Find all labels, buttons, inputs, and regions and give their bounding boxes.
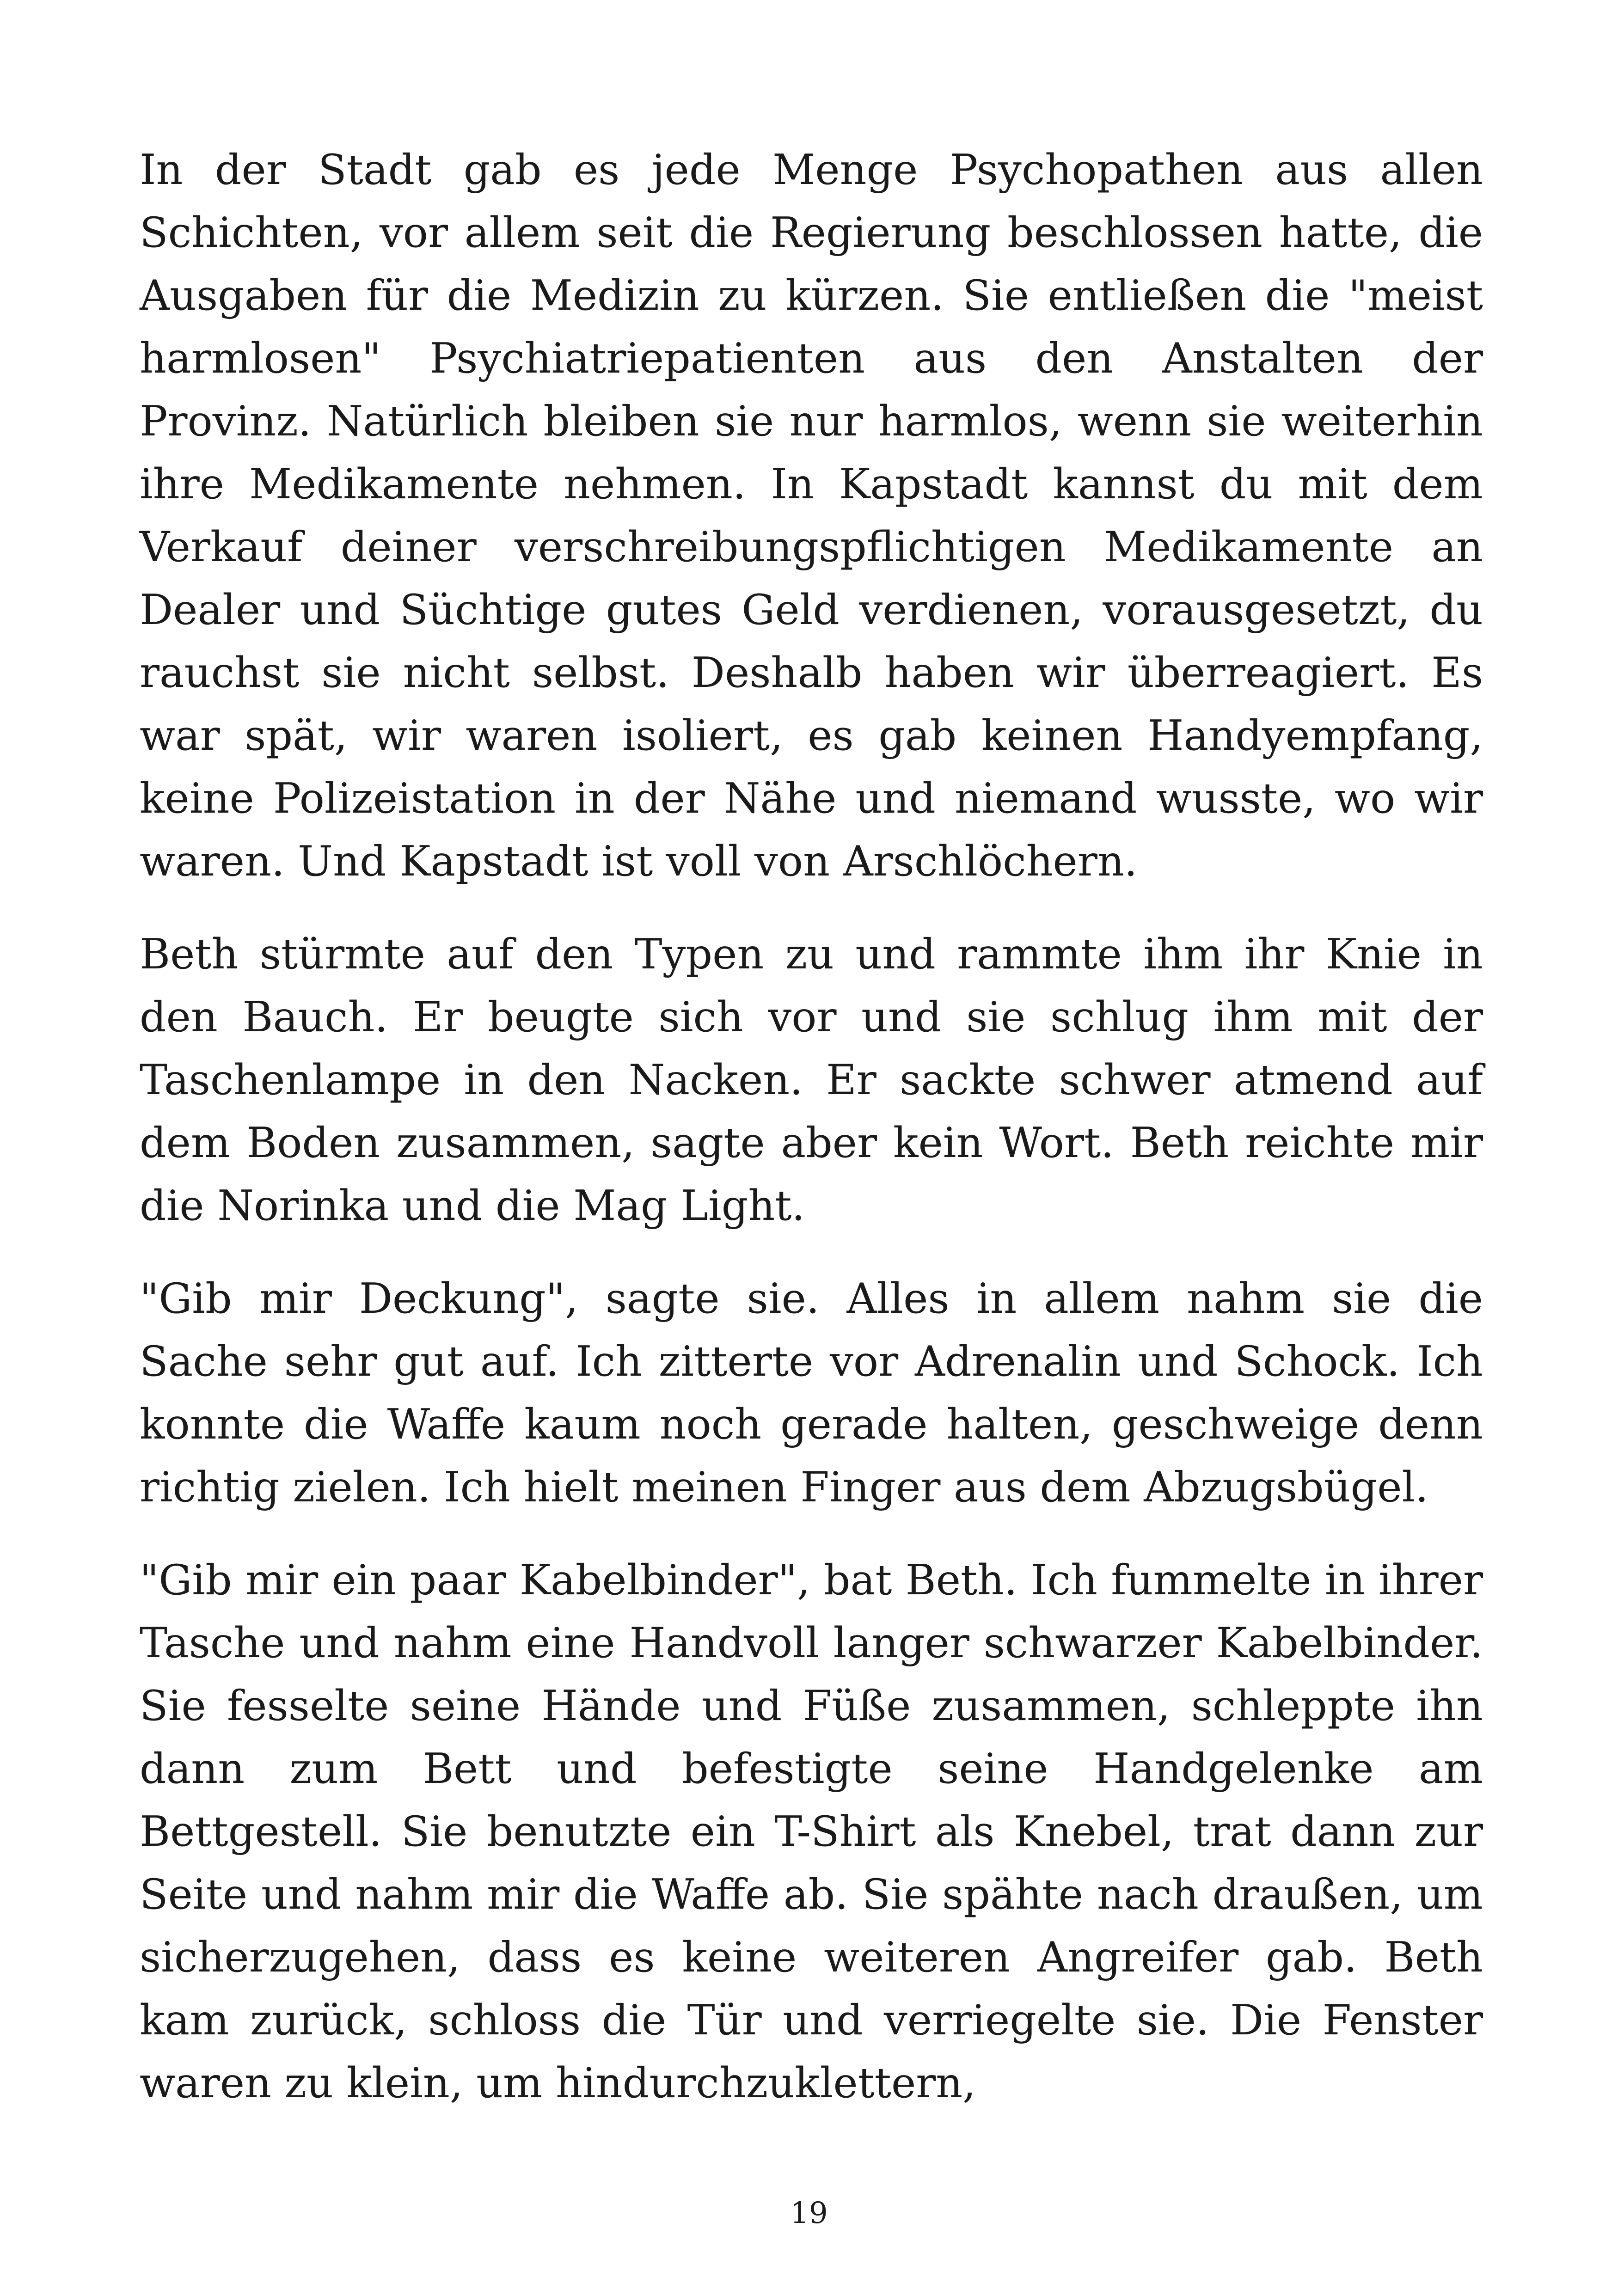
paragraph-1: In der Stadt gab es jede Menge Psychopathen aus allen Schichten, vor allem seit die Regierung beschlossen hatte, die Ausgaben für die Medizin zu kürzen. Sie entließen die "meist harmlosen" Psychiatriepatienten aus den Anstalten der Provinz. Natürlich bleiben sie nur harmlos, wenn sie weiterhin ihre Medikamente nehmen. In Kapstadt kannst du mit dem Verkauf deiner verschreibungspflichtigen Medikamente an Dealer und Süchtige gutes Geld verdienen, vorausgesetzt, du rauchst sie nicht selbst. Deshalb haben wir überreagiert. Es war spät, wir waren isoliert, es gab keinen Handyempfang, keine Polizeistation in der Nähe und niemand wusste, wo wir waren. Und Kapstadt ist voll von Arschlöchern. <box>140 146 1483 886</box>
paragraph-2: Beth stürmte auf den Typen zu und rammte ihm ihr Knie in den Bauch. Er beugte sich vor und sie schlug ihm mit der Taschenlampe in den Nacken. Er sackte schwer atmend auf dem Boden zusammen, sagte aber kein Wort. Beth reichte mir die Norinka und die Mag Light. <box>140 930 1483 1230</box>
page-number: 19 <box>790 2196 828 2230</box>
paragraph-3: "Gib mir Deckung", sagte sie. Alles in allem nahm sie die Sache sehr gut auf. Ich zitterte vor Adrenalin und Schock. Ich konnte die Waffe kaum noch gerade halten, geschweige denn richtig zielen. Ich hielt meinen Finger aus dem Abzugsbügel. <box>140 1274 1483 1512</box>
page-body <box>140 139 1483 2145</box>
paragraph-4: "Gib mir ein paar Kabelbinder", bat Beth. Ich fummelte in ihrer Tasche und nahm eine Handvoll langer schwarzer Kabelbinder. Sie fesselte seine Hände und Füße zusammen, schleppte ihn dann zum Bett und befestigte seine Handgelenke am Bettgestell. Sie benutzte ein T-Shirt als Knebel, trat dann zur Seite und nahm mir die Waffe ab. Sie spähte nach draußen, um sicherzugehen, dass es keine weiteren Angreifer gab. Beth kam zurück, schloss die Tür und verriegelte sie. Die Fenster waren zu klein, um hindurchzuklettern, <box>140 1556 1483 2107</box>
